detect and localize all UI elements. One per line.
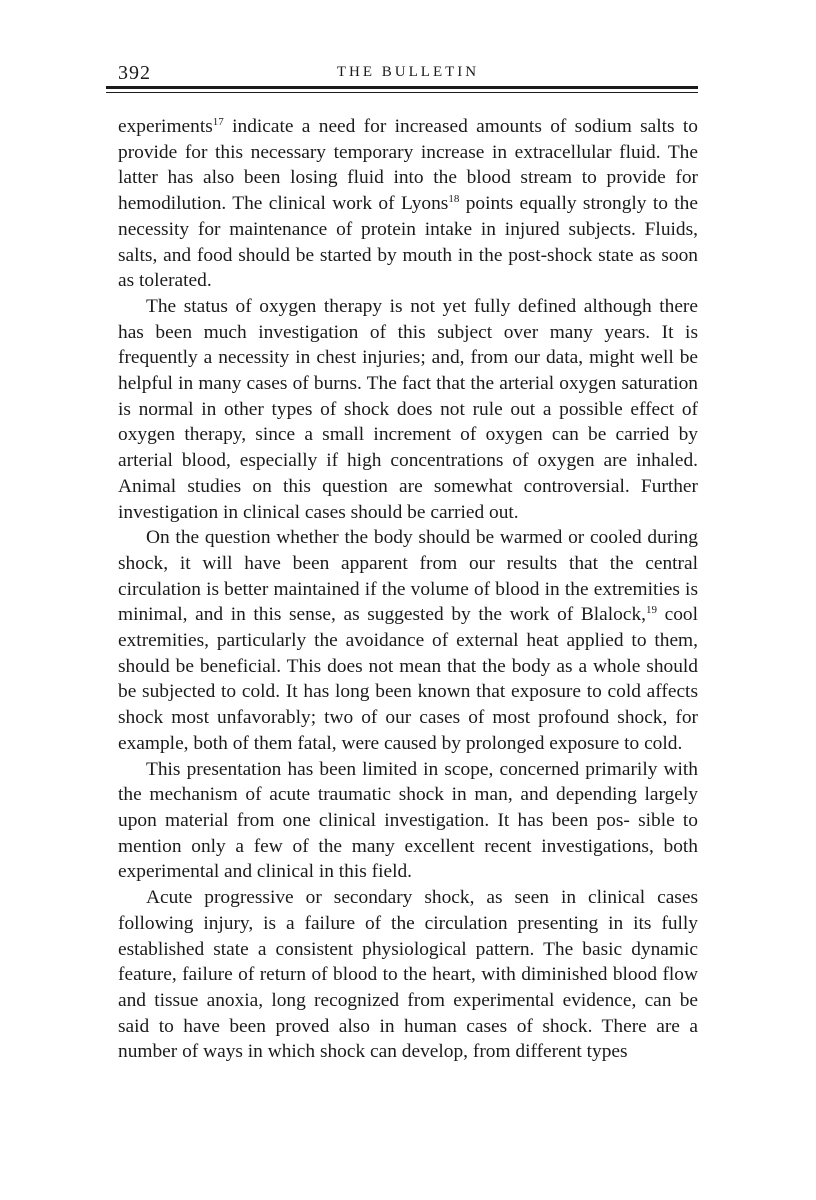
paragraph-1: experiments$^{17}$ indicate a need for increased amounts of sodium salts to provide for this necessary temporary increase in extracellular fluid. The latter has also been losing fluid into the blood stream to provide for hemodilution. The clinical work of Lyons$^{18}$ points equally strongly to the necessity for maintenance of protein intake in injured subjects. Fluids, salts, and food should be started by mouth in the post-shock state as soon as tolerated.: [118, 116, 698, 292]
paragraph-4: This presentation has been limited in scope, concerned primarily with the mechanism of acute traumatic shock in man, and depending largely upon material from one clinical investigation. It has been pos- sible to mention only a few of the many excellent recent investigations, both experimental and clinical in this field.: [118, 758, 698, 883]
footnote-ref-17: 17: [212, 116, 224, 128]
footnote-ref-19: 19: [646, 604, 657, 617]
paragraph-3: On the question whether the body should be warmed or cooled during shock, it will have been apparent from our results that the central circulation is better maintained if the volume of blood in the extremities is minimal, and in this sense, as suggested by the work of Blalock,$^{19}$ cool extremities, particularly the avoidance of external heat applied to them, should be beneficial. This does not mean that the body as a whole should be subjected to cold. It has long been known that exposure to cold affects shock most unfavorably; two of our cases of most profound shock, for example, both of them fatal, were caused by prolonged exposure to cold.: [118, 527, 698, 754]
paragraph-5: Acute progressive or secondary shock, as seen in clinical cases following injury, is a failure of the circulation presenting in its fully established state a consistent physiological pattern. The basic dynamic feature, failure of return of blood to the heart, with diminished blood flow and tissue anoxia, long recognized from experimental evidence, can be said to have been proved also in human cases of shock. There are a number of ways in which shock can develop, from different types: [118, 887, 698, 1063]
running-head: [118, 60, 698, 86]
article-body: [118, 114, 698, 1065]
header-rule-thin: [106, 92, 698, 93]
page-number: 392: [118, 62, 151, 84]
journal-title: THE BULLETIN: [336, 64, 480, 80]
page: [118, 60, 698, 86]
header-rule-thick: [106, 86, 698, 89]
paragraph-2: The status of oxygen therapy is not yet fully defined although there has been much investigation of this subject over many years. It is frequently a necessity in chest injuries; and, from our data, might well be helpful in many cases of burns. The fact that the arterial oxygen saturation is normal in other types of shock does not rule out a possible effect of oxygen therapy, since a small increment of oxygen can be carried by arterial blood, especially if high concentrations of oxygen are inhaled. Animal studies on this question are somewhat controversial. Further investigation in clinical cases should be carried out.: [118, 295, 698, 523]
footnote-ref-18: 18: [448, 193, 460, 206]
